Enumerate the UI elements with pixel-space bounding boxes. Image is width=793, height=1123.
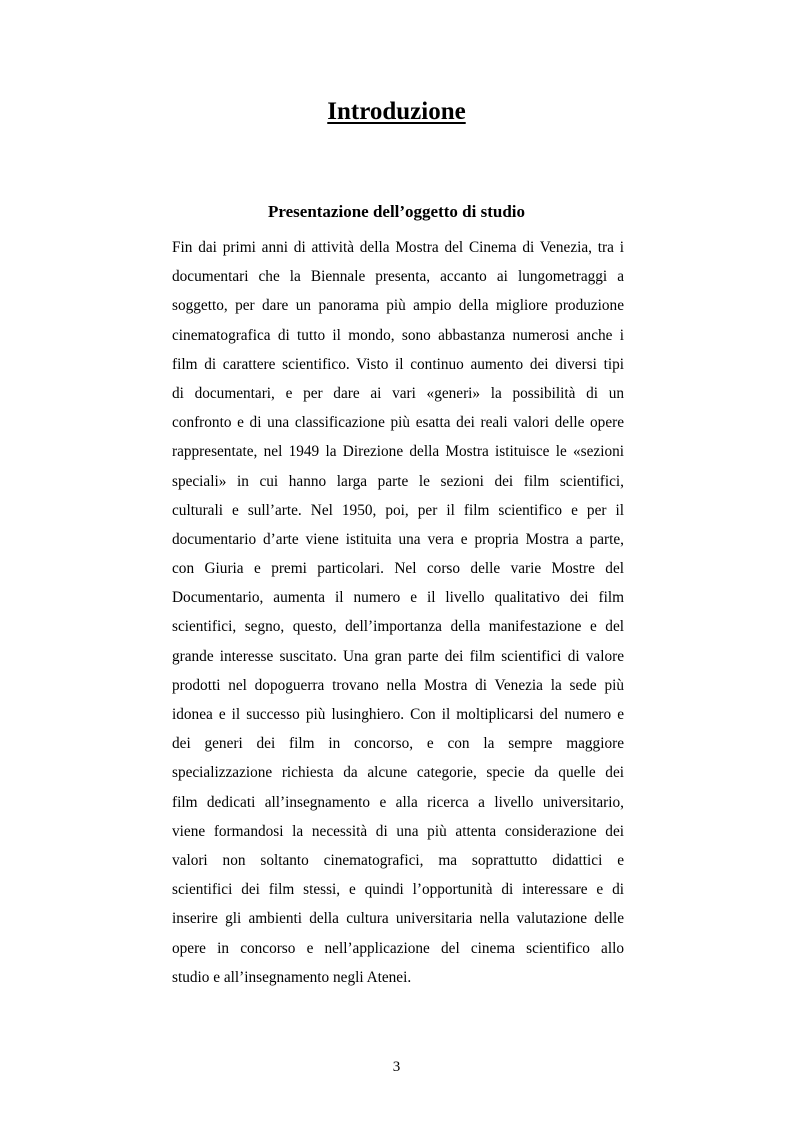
paragraph-line: speciali» in cui hanno larga parte le sezioni dei film scientifici, [172,472,624,490]
paragraph-line: inserire gli ambienti della cultura universitaria nella valutazione delle [172,910,624,928]
paragraph-line: opere in concorso e nell’applicazione del cinema scientifico allo [172,939,624,957]
paragraph-line: di documentari, e per dare ai vari «generi» la possibilità di un [172,384,624,402]
paragraph-line: grande interesse suscitato. Una gran parte dei film scientifici di valore [172,647,624,665]
paragraph-line: culturali e sull’arte. Nel 1950, poi, per il film scientifico e per il [172,501,624,519]
paragraph-line: specializzazione richiesta da alcune categorie, specie da quelle dei [172,764,624,782]
page-number: 3 [392,1059,401,1075]
paragraph-line: valori non soltanto cinematografici, ma soprattutto didattici e [172,851,624,869]
section-heading: Presentazione dell’oggetto di studio [267,202,526,221]
body-paragraph [172,233,624,992]
paragraph-line: viene formandosi la necessità di una più attenta considerazione dei [172,822,624,840]
paragraph-line: prodotti nel dopoguerra trovano nella Mostra di Venezia la sede più [172,676,624,694]
paragraph-line: documentario d’arte viene istituita una vera e propria Mostra a parte, [172,530,624,548]
paragraph-line: idonea e il successo più lusinghiero. Con il moltiplicarsi del numero e [172,706,624,723]
page-title: Introduzione [327,98,466,125]
paragraph-line: Fin dai primi anni di attività della Mostra del Cinema di Venezia, tra i [172,239,624,256]
paragraph-line: film di carattere scientifico. Visto il continuo aumento dei diversi tipi [172,355,624,373]
paragraph-line: confronto e di una classificazione più esatta dei reali valori delle opere [172,414,624,432]
paragraph-line: con Giuria e premi particolari. Nel corso delle varie Mostre del [172,560,624,578]
paragraph-line: studio e all’insegnamento negli Atenei. [172,968,412,986]
paragraph-line: Documentario, aumenta il numero e il livello qualitativo dei film [172,589,624,607]
paragraph-line: dei generi dei film in concorso, e con la sempre maggiore [172,735,624,753]
paragraph-line: documentari che la Biennale presenta, accanto ai lungometraggi a [172,268,624,286]
paragraph-line: rappresentate, nel 1949 la Direzione della Mostra istituisce le «sezioni [172,443,624,461]
paragraph-line: soggetto, per dare un panorama più ampio della migliore produzione [172,297,624,315]
paragraph-line: scientifici dei film stessi, e quindi l’opportunità di interessare e di [172,881,624,899]
paragraph-line: film dedicati all’insegnamento e alla ricerca a livello universitario, [172,793,624,811]
paragraph-line: scientifici, segno, questo, dell’importanza della manifestazione e del [172,618,624,636]
paragraph-line: cinematografica di tutto il mondo, sono abbastanza numerosi anche i [172,326,624,344]
